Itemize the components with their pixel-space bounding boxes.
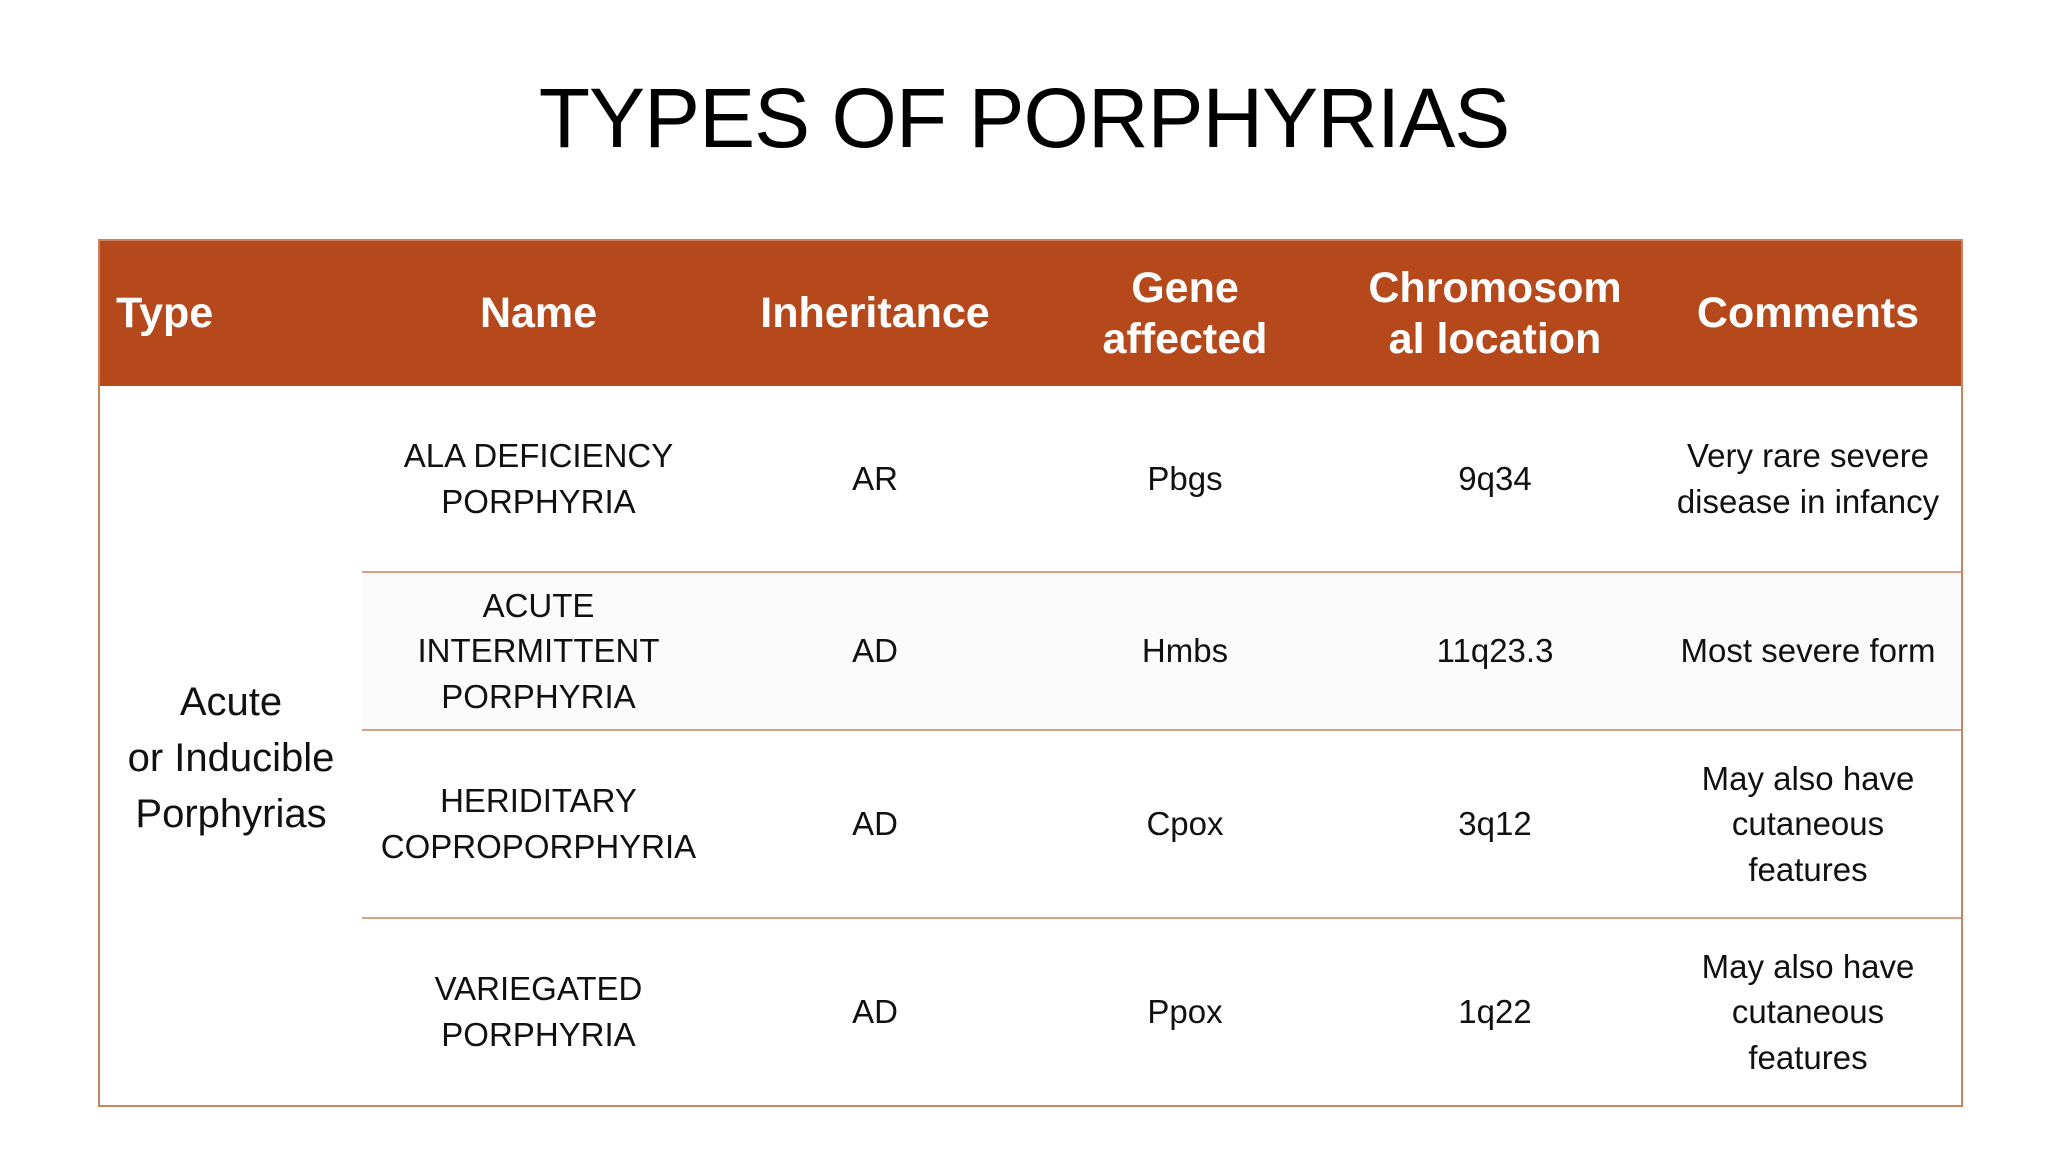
cell-inheritance: AD bbox=[852, 993, 898, 1031]
cell-gene: Hmbs bbox=[1141, 632, 1229, 670]
header-type: Type bbox=[116, 289, 214, 338]
cell-chromosome: 9q34 bbox=[1458, 459, 1532, 497]
slide-title: TYPES OF PORPHYRIAS bbox=[538, 71, 1510, 165]
table-row bbox=[362, 386, 1961, 573]
cell-chromosome: 3q12 bbox=[1458, 805, 1532, 843]
cell-inheritance: AD bbox=[852, 632, 898, 670]
table-rows bbox=[362, 386, 1961, 1105]
table-row bbox=[362, 731, 1961, 919]
header-chromosomal-location: Chromosom al location bbox=[1368, 263, 1622, 363]
cell-gene: Cpox bbox=[1146, 805, 1224, 843]
cell-chromosome: 1q22 bbox=[1458, 993, 1532, 1031]
header-comments: Comments bbox=[1696, 289, 1920, 338]
cell-gene: Ppox bbox=[1147, 993, 1223, 1031]
table-row bbox=[362, 919, 1961, 1105]
cell-comments: May also have cutaneous features bbox=[1701, 947, 1915, 1076]
cell-gene: Pbgs bbox=[1147, 459, 1223, 497]
cell-name: ALA DEFICIENCY PORPHYRIA bbox=[403, 436, 674, 520]
cell-comments: Very rare severe disease in infancy bbox=[1676, 436, 1940, 520]
table-row bbox=[362, 573, 1961, 731]
cell-comments: Most severe form bbox=[1680, 632, 1936, 670]
cell-name: HERIDITARY COPROPORPHYRIA bbox=[380, 782, 697, 865]
header-name: Name bbox=[479, 289, 598, 338]
cell-chromosome: 11q23.3 bbox=[1436, 632, 1554, 670]
table-header-row bbox=[100, 241, 1961, 386]
cell-inheritance: AR bbox=[852, 459, 898, 497]
cell-inheritance: AD bbox=[852, 805, 898, 843]
header-gene-affected: Gene affected bbox=[1102, 263, 1268, 363]
cell-name: VARIEGATED PORPHYRIA bbox=[434, 970, 643, 1053]
cell-comments: May also have cutaneous features bbox=[1701, 759, 1915, 888]
cell-name: ACUTE INTERMITTENT PORPHYRIA bbox=[417, 586, 660, 715]
table-body bbox=[100, 386, 1961, 1105]
porphyria-table bbox=[98, 239, 1963, 1107]
header-inheritance: Inheritance bbox=[760, 289, 990, 338]
type-group-cell: Acute or Inducible Porphyrias bbox=[127, 679, 335, 836]
